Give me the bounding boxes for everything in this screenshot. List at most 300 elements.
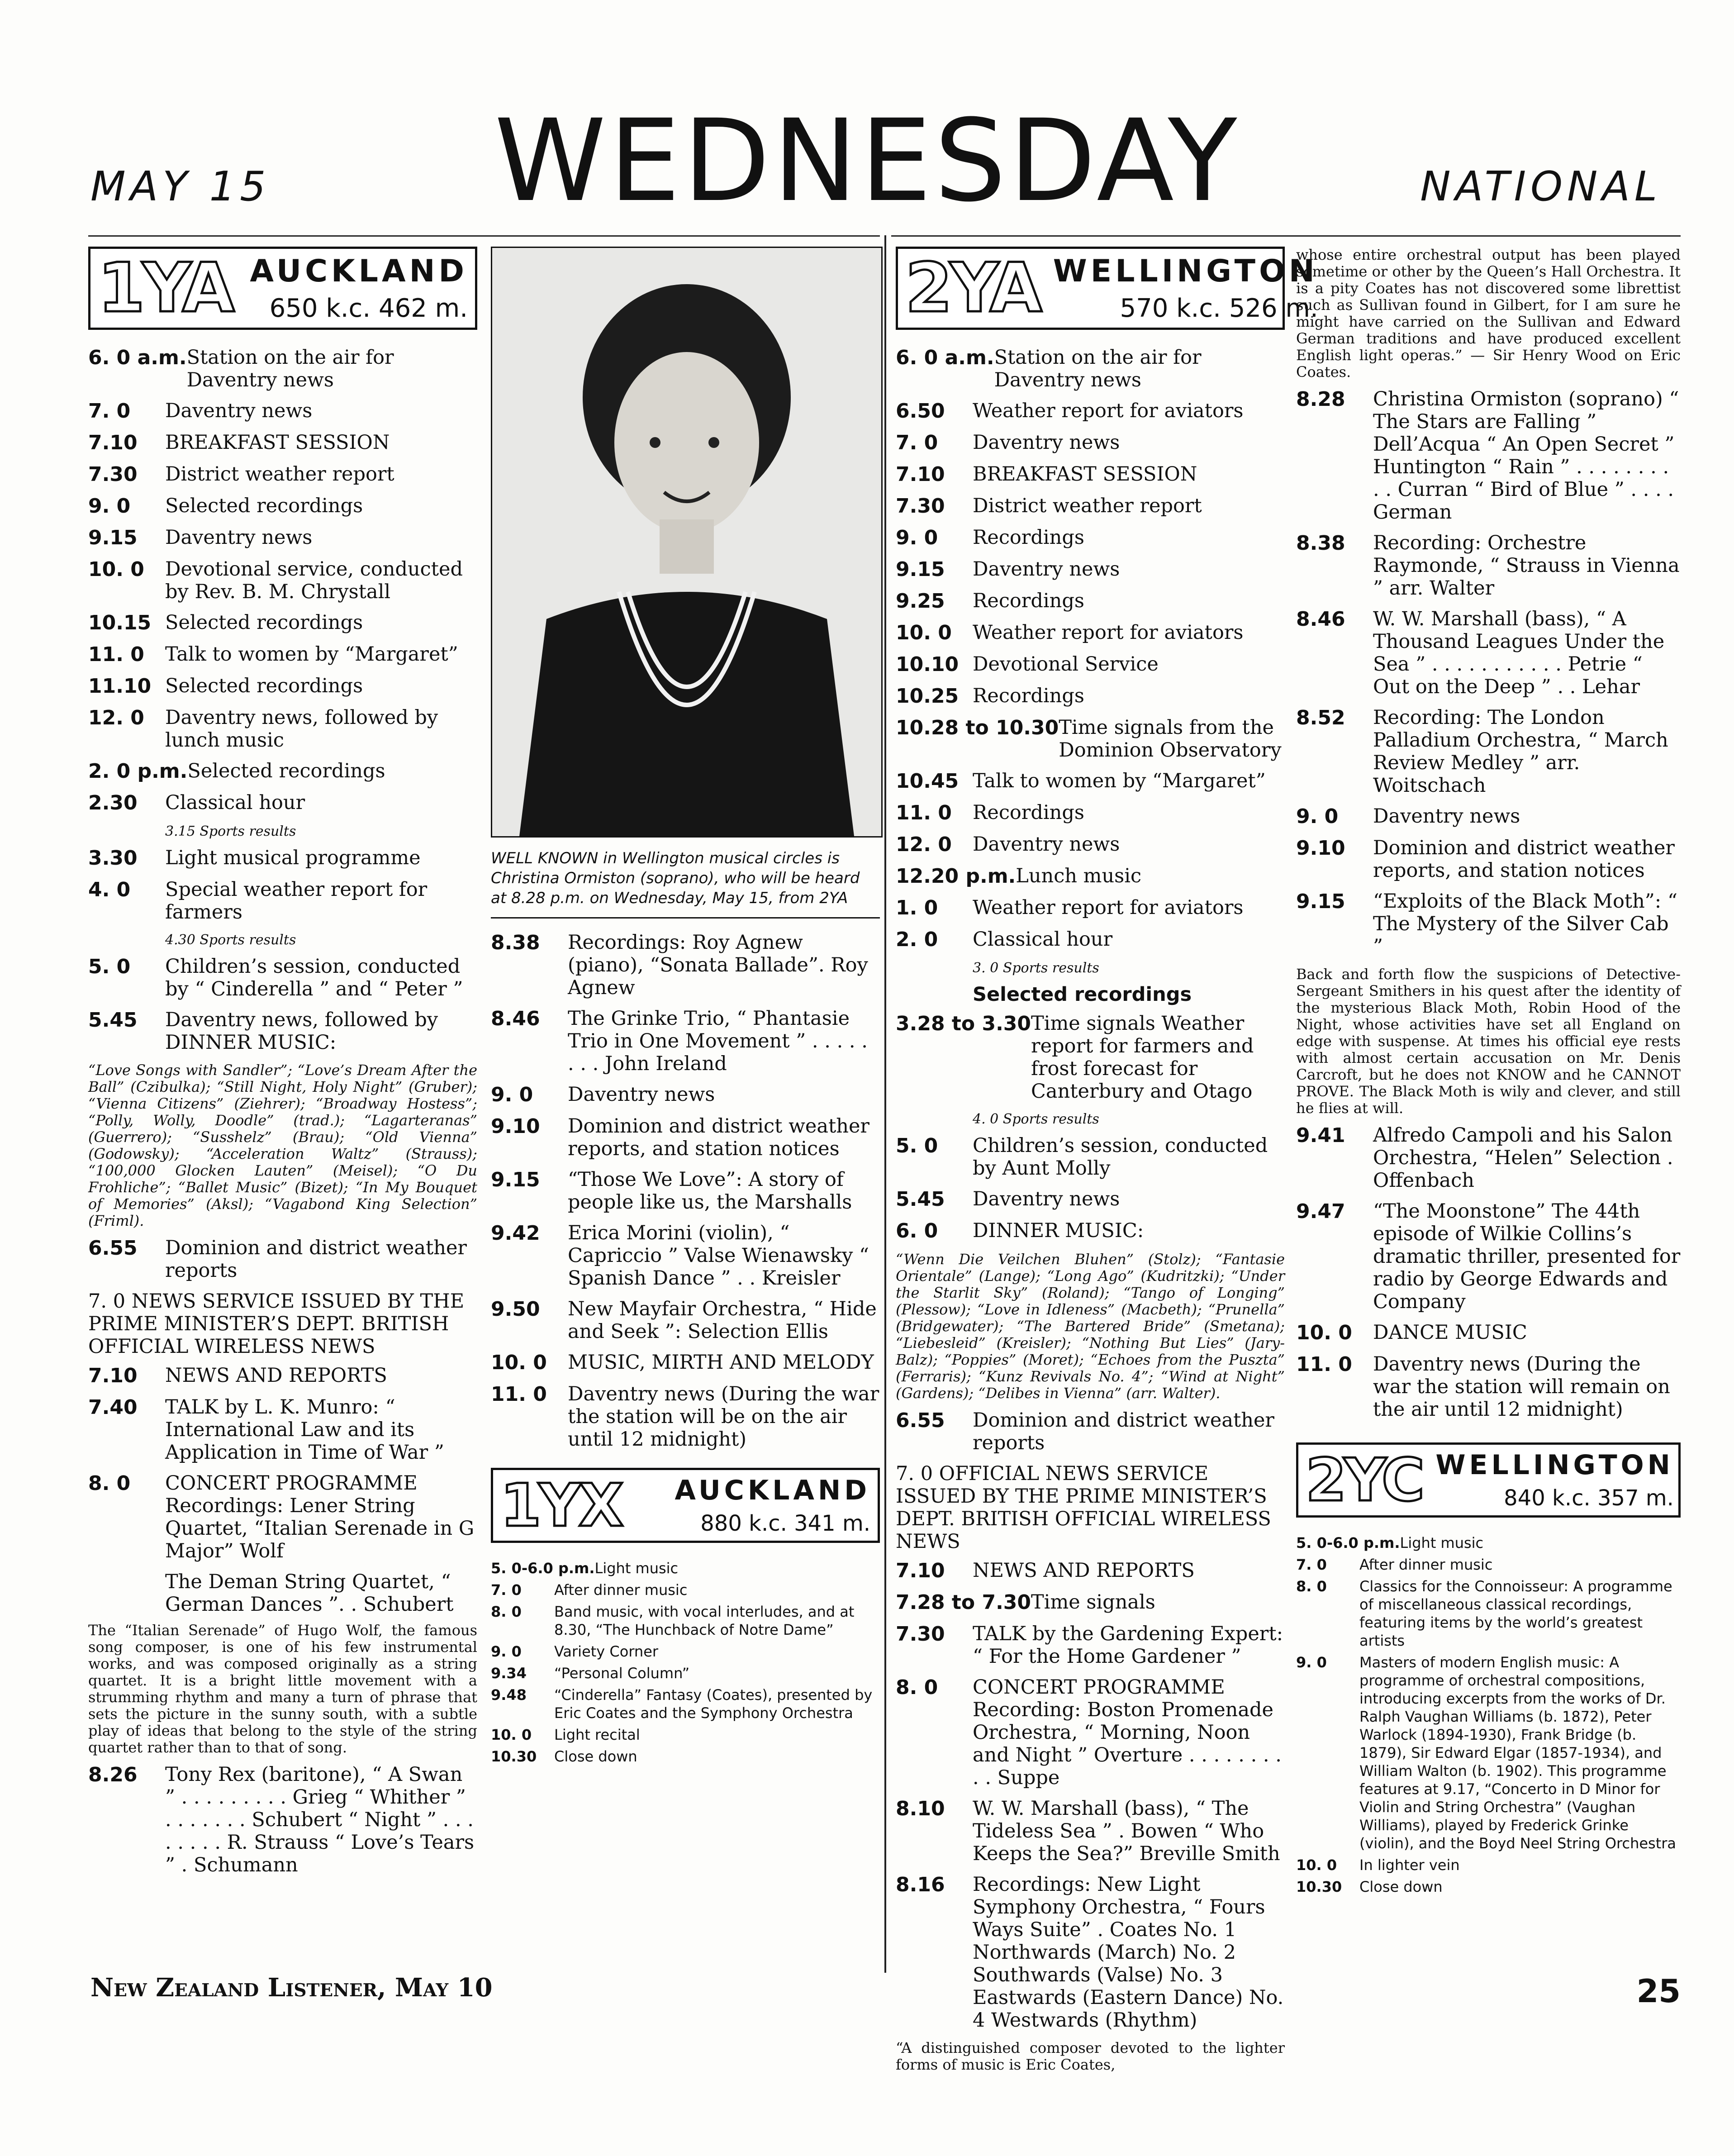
schedule-desc: “Cinderella” Fantasy (Coates), presented by Eric Coates and the Symphony Orchestra xyxy=(554,1686,873,1722)
schedule-item xyxy=(491,1664,880,1682)
schedule-list xyxy=(88,955,477,1054)
schedule-desc: BREAKFAST SESSION xyxy=(165,431,390,454)
schedule-time: 9. 0 xyxy=(896,526,938,549)
sports-results: 3. 0 Sports results xyxy=(973,960,1099,976)
schedule-time: 9.41 xyxy=(1296,1124,1345,1147)
schedule-item xyxy=(896,1797,1285,1865)
schedule-time: 8.52 xyxy=(1296,706,1345,729)
schedule-item xyxy=(1296,388,1681,524)
column-2ya xyxy=(896,247,1318,2073)
schedule-list xyxy=(1296,1124,1681,1421)
schedule-time: 6.55 xyxy=(88,1237,138,1260)
schedule-time: 10. 0 xyxy=(1296,1856,1337,1874)
programme-note: “A distinguished composer devoted to the lighter forms of music is Eric Coates, xyxy=(896,2039,1285,2073)
schedule-item xyxy=(896,1134,1285,1180)
center-divider xyxy=(884,235,886,1973)
schedule-time: 7.40 xyxy=(88,1396,138,1419)
schedule-desc: Selected recordings xyxy=(165,675,363,697)
schedule-desc: Recordings: Roy Agnew (piano), “Sonata Ballade”. Roy Agnew xyxy=(568,931,868,999)
schedule-desc: Selected recordings xyxy=(187,760,385,782)
schedule-time: 10.15 xyxy=(88,611,152,634)
schedule-item xyxy=(88,1364,477,1388)
schedule-desc: Station on the air for Daventry news xyxy=(186,346,394,391)
station-box-2yc xyxy=(1296,1442,1681,1518)
station-box-2ya xyxy=(896,247,1318,330)
schedule-item xyxy=(491,1222,880,1290)
schedule-time: 7.30 xyxy=(896,495,945,518)
dinner-music-list: “Love Songs with Sandler”; “Love’s Dream After the Ball” (Czibulka); “Still Night, Holy Night” (Gruber); “Vienna Citizens” (Ziehrer); “Broadway Hostess”; “Polly, Wolly, Doodle” (trad.); “Lagarteranas” (Guerrero); “Susshelz” (Brau); “Old Vienna” (Godowsky); “Acceleration Waltz” (Strauss); “100,000 Glocken Lauten” (Meisel); “O Du Frohliche”; “Ballet Music” (Bizet); “In My Bouquet of Memories” (Aksl); “Vagabond King Selection” (Friml). xyxy=(88,1061,477,1229)
schedule-desc: Recordings xyxy=(973,685,1084,707)
schedule-time: 6.55 xyxy=(896,1409,945,1432)
schedule-desc: Tony Rex (baritone), “ A Swan ” . . . . . . . . . Grieg “ Whither ” . . . . . . . Schubert “ Night ” . . . . . . . . R. Strauss “ Love’s Tears ” . Schumann xyxy=(165,1763,475,1876)
schedule-item xyxy=(88,495,477,518)
schedule-item xyxy=(896,928,1285,952)
schedule-time: 5. 0-6.0 p.m. xyxy=(491,1560,595,1577)
schedule-item xyxy=(1296,706,1681,797)
schedule-time: 9.10 xyxy=(1296,837,1345,860)
header-date: MAY 15 xyxy=(90,163,271,210)
schedule-item xyxy=(491,1298,880,1343)
schedule-item xyxy=(1296,1653,1681,1852)
schedule-item xyxy=(896,1623,1285,1668)
schedule-desc: “Personal Column” xyxy=(554,1665,690,1682)
schedule-desc: Classical hour xyxy=(973,928,1113,951)
schedule-desc: “Those We Love”: A story of people like us, the Marshalls xyxy=(568,1168,852,1214)
page-number: 25 xyxy=(1636,1973,1681,2010)
schedule-desc: Light musical programme xyxy=(165,847,421,869)
schedule-time: 9.25 xyxy=(896,590,945,613)
schedule-time: 7.28 to 7.30 xyxy=(896,1591,1031,1614)
schedule-time: 10.10 xyxy=(896,653,959,676)
schedule-item xyxy=(896,526,1285,550)
schedule-desc: Daventry news xyxy=(973,558,1120,581)
schedule-desc: Selected recordings xyxy=(165,495,363,517)
schedule-item xyxy=(88,1472,477,1562)
schedule-time: 8. 0 xyxy=(896,1676,938,1699)
schedule-item xyxy=(491,1726,880,1744)
schedule-time: 9.15 xyxy=(491,1168,540,1191)
schedule-desc: Special weather report for farmers xyxy=(165,878,428,923)
schedule-time: 8.38 xyxy=(1296,532,1345,555)
schedule-item xyxy=(491,1083,880,1107)
schedule-item xyxy=(1296,608,1681,698)
schedule-desc: Recordings xyxy=(973,801,1084,824)
schedule-desc: Band music, with vocal interludes, and at 8.30, “The Hunchback of Notre Dame” xyxy=(554,1603,855,1638)
schedule-time: 10.30 xyxy=(491,1748,537,1765)
schedule-item xyxy=(491,1581,880,1599)
schedule-desc: Daventry news xyxy=(165,400,313,422)
schedule-time: 8.10 xyxy=(896,1797,945,1820)
deman-quartet: The Deman String Quartet, “ German Dances ”. . Schubert xyxy=(165,1571,454,1616)
schedule-desc: Time signals Weather report for farmers and frost forecast for Canterbury and Otago xyxy=(1031,1012,1254,1103)
schedule-time: 10.25 xyxy=(896,685,959,708)
schedule-list xyxy=(1296,388,1681,958)
schedule-item xyxy=(896,653,1285,676)
portrait-image xyxy=(492,248,881,836)
schedule-desc: Recording: The London Palladium Orchestra, “ March Review Medley ” arr. Woitschach xyxy=(1373,706,1668,797)
schedule-time: 4. 0 xyxy=(88,878,131,901)
schedule-desc: Daventry news xyxy=(973,431,1120,454)
schedule-item xyxy=(896,1591,1285,1614)
schedule-desc: Selected recordings xyxy=(165,611,363,634)
schedule-time: 7. 0 xyxy=(88,400,131,423)
header-network: NATIONAL xyxy=(1420,163,1662,210)
station-name: AUCKLAND xyxy=(250,253,468,289)
schedule-desc: Recordings: New Light Symphony Orchestra, “ Fours Ways Suite” . Coates No. 1 Northwards (March) No. 2 Southwards (Valse) No. 3 Eastwards (Eastern Dance) No. 4 Westwards (Rhythm) xyxy=(973,1873,1284,2032)
schedule-time: 11. 0 xyxy=(896,801,952,824)
station-name: WELLINGTON xyxy=(1053,253,1318,289)
schedule-desc: Dominion and district weather reports, and station notices xyxy=(1373,837,1675,882)
schedule-time: 9.34 xyxy=(491,1665,527,1682)
schedule-list xyxy=(88,1237,477,1282)
schedule-time: 10.28 to 10.30 xyxy=(896,716,1059,739)
schedule-item xyxy=(896,1409,1285,1454)
schedule-desc: Station on the air for Daventry news xyxy=(994,346,1202,391)
schedule-desc: TALK by the Gardening Expert: “ For the Home Gardener ” xyxy=(973,1623,1283,1668)
schedule-time: 7.10 xyxy=(88,431,138,454)
schedule-time: 3.28 to 3.30 xyxy=(896,1012,1031,1035)
schedule-time: 9.15 xyxy=(88,526,138,549)
schedule-time: 8.26 xyxy=(88,1763,138,1786)
schedule-item xyxy=(896,1559,1285,1583)
schedule-item xyxy=(896,400,1285,423)
schedule-item xyxy=(1296,805,1681,828)
schedule-desc: Weather report for aviators xyxy=(973,400,1244,422)
schedule-time: 8.16 xyxy=(896,1873,945,1896)
schedule-list xyxy=(896,1134,1285,1243)
schedule-desc: MUSIC, MIRTH AND MELODY xyxy=(568,1351,874,1374)
schedule-desc: NEWS AND REPORTS xyxy=(973,1559,1195,1582)
schedule-time: 10. 0 xyxy=(896,621,952,644)
schedule-desc: “The Moonstone” The 44th episode of Wilkie Collins’s dramatic thriller, presented for radio by George Edwards and Company xyxy=(1373,1200,1681,1313)
schedule-time: 6. 0 a.m. xyxy=(88,346,187,369)
schedule-item xyxy=(88,791,477,815)
schedule-time: 7.30 xyxy=(88,463,138,486)
schedule-item xyxy=(1296,1556,1681,1574)
column-1ya xyxy=(88,247,477,2007)
schedule-time: 9.10 xyxy=(491,1115,540,1138)
schedule-item xyxy=(491,1383,880,1451)
column-2ya-cont xyxy=(1296,247,1681,2007)
station-freq: 570 k.c. 526 m. xyxy=(1120,294,1318,323)
schedule-item xyxy=(88,1396,477,1464)
station-freq: 840 k.c. 357 m. xyxy=(1504,1485,1674,1511)
schedule-desc: Daventry news (During the war the station will remain on the air until 12 midnight) xyxy=(1373,1353,1670,1421)
schedule-list xyxy=(896,1559,1285,2032)
schedule-desc: Light music xyxy=(1400,1534,1484,1552)
schedule-desc: W. W. Marshall (bass), “ A Thousand Leagues Under the Sea ” . . . . . . . . . . . Petrie “ Out on the Deep ” . . Lehar xyxy=(1373,608,1665,698)
programme-note: The “Italian Serenade” of Hugo Wolf, the famous song composer, is one of his few instrumental works, and was composed originally as a string quartet. It is a bright little movement with a strumming rhythm and many a turn of phrase that sets the picture in the sunny south, with a subtle play of ideas that belong to the style of the string quartet rather than to that of song. xyxy=(88,1622,477,1756)
schedule-time: 7. 0 xyxy=(491,1581,522,1599)
photo-caption: WELL KNOWN in Wellington musical circles is Christina Ormiston (soprano), who will be heard at 8.28 p.m. on Wednesday, May 15, from 2YA xyxy=(491,848,880,919)
schedule-item xyxy=(491,1686,880,1722)
programme-note: Back and forth flow the suspicions of Detective-Sergeant Smithers in his quest after the identity of the mysterious Black Moth, Robin Hood of the Night, whose activities have set all England on edge with suspense. At times his official eye rests with almost certain accusation on Mr. Denis Carcroft, but he does not KNOW and he CANNOT PROVE. The Black Moth is wily and clever, and still he flies at will. xyxy=(1296,966,1681,1117)
schedule-time: 6. 0 a.m. xyxy=(896,346,994,369)
schedule-desc: Classics for the Connoisseur: A programme of miscellaneous classical recordings, featuring items by the world’s greatest artists xyxy=(1359,1578,1672,1649)
schedule-time: 9. 0 xyxy=(491,1643,522,1660)
schedule-time: 9. 0 xyxy=(491,1083,533,1106)
station-box-1ya xyxy=(88,247,477,330)
schedule-desc: Time signals from the Dominion Observatory xyxy=(1059,716,1282,762)
schedule-item xyxy=(1296,1856,1681,1874)
schedule-item xyxy=(88,400,477,423)
schedule-time: 5. 0 xyxy=(88,955,131,978)
schedule-desc: Time signals xyxy=(1031,1591,1155,1613)
schedule-desc: District weather report xyxy=(973,495,1202,517)
schedule-desc: Weather report for aviators xyxy=(973,621,1244,644)
schedule-desc: Devotional service, conducted by Rev. B. M. Chrystall xyxy=(165,558,463,603)
schedule-item xyxy=(1296,1577,1681,1650)
schedule-time: 11. 0 xyxy=(88,643,144,666)
schedule-time: 11.10 xyxy=(88,675,152,698)
portrait-photo xyxy=(491,247,883,838)
schedule-desc: Close down xyxy=(1359,1878,1443,1895)
schedule-time: 5.45 xyxy=(88,1009,138,1032)
schedule-time: 8. 0 xyxy=(88,1472,131,1495)
schedule-desc: Daventry news xyxy=(568,1083,715,1106)
schedule-desc: CONCERT PROGRAMME Recordings: Lener String Quartet, “Italian Serenade in G Major” Wolf xyxy=(165,1472,475,1562)
schedule-time: 5. 0 xyxy=(896,1134,938,1157)
station-logo: 2YC xyxy=(1306,1446,1422,1514)
schedule-item xyxy=(1296,1534,1681,1552)
schedule-desc: Daventry news xyxy=(1373,805,1520,828)
schedule-desc: After dinner music xyxy=(554,1581,688,1599)
schedule-time: 11. 0 xyxy=(1296,1353,1352,1376)
schedule-time: 9. 0 xyxy=(1296,805,1339,828)
schedule-desc: Light music xyxy=(594,1560,679,1577)
programme-note: whose entire orchestral output has been played sometime or other by the Queen’s Hall Orchestra. It is a pity Coates has not discovered some librettist such as Sullivan found in Gilbert, for I am sure he might have carried on the Sullivan and Edward German traditions and have produced excellent English light operas.” — Sir Henry Wood on Eric Coates. xyxy=(1296,246,1681,381)
sports-results: 4.30 Sports results xyxy=(165,932,296,948)
schedule-item xyxy=(896,1676,1285,1789)
schedule-item xyxy=(491,1642,880,1661)
schedule-item xyxy=(896,621,1285,645)
schedule-item xyxy=(88,955,477,1000)
schedule-item xyxy=(896,833,1285,857)
schedule-time: 8.38 xyxy=(491,931,540,954)
schedule-time: 5.45 xyxy=(896,1188,945,1211)
schedule-item xyxy=(1296,1124,1681,1192)
schedule-time: 3.30 xyxy=(88,847,138,870)
schedule-item xyxy=(896,1012,1285,1103)
schedule-list xyxy=(88,1364,477,1562)
schedule-desc: Children’s session, conducted by Aunt Molly xyxy=(973,1134,1268,1180)
column-photo xyxy=(491,247,880,2007)
schedule-item xyxy=(88,1763,477,1876)
schedule-desc: New Mayfair Orchestra, “ Hide and Seek ”: Selection Ellis xyxy=(568,1298,877,1343)
station-logo: 1YX xyxy=(500,1471,621,1540)
schedule-item xyxy=(1296,532,1681,600)
schedule-desc: Close down xyxy=(554,1748,637,1765)
schedule-time: 10.30 xyxy=(1296,1878,1342,1895)
schedule-time: 12. 0 xyxy=(88,706,144,729)
schedule-desc: Daventry news xyxy=(973,1188,1120,1210)
schedule-desc: Dominion and district weather reports xyxy=(165,1237,467,1282)
schedule-item xyxy=(1296,1200,1681,1313)
schedule-list xyxy=(896,1012,1285,1103)
schedule-time: 2. 0 p.m. xyxy=(88,760,188,783)
schedule-item xyxy=(896,770,1285,793)
sports-results: 3.15 Sports results xyxy=(165,823,296,839)
schedule-list xyxy=(491,931,880,1451)
schedule-time: 2. 0 xyxy=(896,928,938,951)
rule-left xyxy=(88,235,880,237)
schedule-item xyxy=(88,1009,477,1054)
schedule-desc: Daventry news, followed by lunch music xyxy=(165,706,438,752)
schedule-desc: Dominion and district weather reports, and station notices xyxy=(568,1115,869,1160)
schedule-item xyxy=(896,431,1285,455)
selected-recordings: Selected recordings xyxy=(973,983,1192,1006)
schedule-desc: W. W. Marshall (bass), “ The Tideless Sea ” . Bowen “ Who Keeps the Sea?” Breville Smith xyxy=(973,1797,1280,1865)
schedule-desc: Children’s session, conducted by “ Cinderella ” and “ Peter ” xyxy=(165,955,463,1000)
schedule-list xyxy=(88,346,477,815)
station-freq: 650 k.c. 462 m. xyxy=(269,294,468,323)
schedule-list xyxy=(491,1559,880,1766)
schedule-time: 10. 0 xyxy=(88,558,144,581)
station-freq: 880 k.c. 341 m. xyxy=(700,1511,870,1536)
schedule-desc: Weather report for aviators xyxy=(973,896,1244,919)
schedule-time: 9.42 xyxy=(491,1222,540,1245)
schedule-item xyxy=(896,590,1285,613)
schedule-desc: Recordings xyxy=(973,590,1084,612)
page-footer xyxy=(90,1973,1681,2009)
schedule-desc: District weather report xyxy=(165,463,394,485)
schedule-desc: The Grinke Trio, “ Phantasie Trio in One Movement ” . . . . . . . . John Ireland xyxy=(568,1007,868,1075)
schedule-time: 7.10 xyxy=(896,463,945,486)
schedule-time: 10.45 xyxy=(896,770,959,793)
schedule-desc: “Exploits of the Black Moth”: “ The Mystery of the Silver Cab ” xyxy=(1373,890,1677,958)
schedule-item xyxy=(896,685,1285,708)
schedule-item xyxy=(491,1559,880,1577)
schedule-list xyxy=(896,1409,1285,1454)
schedule-desc: Alfredo Campoli and his Salon Orchestra, “Helen” Selection . Offenbach xyxy=(1373,1124,1673,1192)
schedule-desc: Daventry news xyxy=(165,526,313,549)
schedule-item xyxy=(896,1188,1285,1211)
schedule-desc: Daventry news, followed by DINNER MUSIC: xyxy=(165,1009,438,1054)
schedule-desc: After dinner music xyxy=(1359,1556,1493,1573)
page-header xyxy=(0,0,1734,244)
schedule-item xyxy=(896,1219,1285,1243)
schedule-item xyxy=(88,346,477,391)
schedule-item xyxy=(896,865,1285,888)
schedule-time: 6.50 xyxy=(896,400,945,423)
schedule-time: 8. 0 xyxy=(491,1603,522,1620)
schedule-item xyxy=(491,1115,880,1160)
schedule-time: 10. 0 xyxy=(491,1351,547,1374)
schedule-time: 12.20 p.m. xyxy=(896,865,1016,888)
schedule-item xyxy=(88,1237,477,1282)
schedule-item xyxy=(896,346,1285,391)
schedule-item xyxy=(88,675,477,698)
schedule-desc: Recordings xyxy=(973,526,1084,549)
header-day: WEDNESDAY xyxy=(494,95,1240,227)
schedule-time: 9.50 xyxy=(491,1298,540,1321)
schedule-list xyxy=(1296,1534,1681,1896)
schedule-item xyxy=(88,847,477,870)
sports-results: 4. 0 Sports results xyxy=(973,1111,1099,1127)
schedule-item xyxy=(896,558,1285,581)
schedule-item xyxy=(1296,1353,1681,1421)
news-service: 7. 0 OFFICIAL NEWS SERVICE ISSUED BY THE PRIME MINISTER’S DEPT. BRITISH OFFICIAL WIRELESS NEWS xyxy=(896,1462,1271,1553)
schedule-desc: Talk to women by “Margaret” xyxy=(973,770,1266,792)
schedule-item xyxy=(88,611,477,635)
schedule-time: 5. 0-6.0 p.m. xyxy=(1296,1534,1400,1552)
schedule-time: 12. 0 xyxy=(896,833,952,856)
schedule-desc: Daventry news (During the war the station will be on the air until 12 midnight) xyxy=(568,1383,879,1451)
schedule-time: 10. 0 xyxy=(491,1726,532,1743)
schedule-item xyxy=(88,643,477,666)
schedule-desc: Recording: Orchestre Raymonde, “ Strauss in Vienna ” arr. Walter xyxy=(1373,532,1680,600)
schedule-item xyxy=(1296,837,1681,882)
schedule-time: 9. 0 xyxy=(88,495,131,518)
station-logo: 2YA xyxy=(905,249,1040,328)
schedule-desc: NEWS AND REPORTS xyxy=(165,1364,387,1387)
schedule-time: 6. 0 xyxy=(896,1219,938,1242)
schedule-desc: DINNER MUSIC: xyxy=(973,1219,1144,1242)
schedule-time: 7.10 xyxy=(896,1559,945,1582)
schedule-time: 9.15 xyxy=(1296,890,1345,913)
news-service: 7. 0 NEWS SERVICE ISSUED BY THE PRIME MINISTER’S DEPT. BRITISH OFFICIAL WIRELESS NEWS xyxy=(88,1290,465,1358)
publication-name: New Zealand Listener, May 10 xyxy=(90,1973,493,2003)
schedule-time: 7. 0 xyxy=(1296,1556,1327,1573)
schedule-item xyxy=(491,1351,880,1375)
schedule-item xyxy=(88,558,477,603)
station-name: WELLINGTON xyxy=(1435,1449,1674,1481)
schedule-desc: Light recital xyxy=(554,1726,640,1743)
schedule-desc: Lunch music xyxy=(1016,865,1142,887)
schedule-desc: Dominion and district weather reports xyxy=(973,1409,1274,1454)
schedule-item xyxy=(491,1603,880,1639)
schedule-time: 9.47 xyxy=(1296,1200,1345,1223)
schedule-desc: Classical hour xyxy=(165,791,305,814)
schedule-item xyxy=(896,896,1285,920)
schedule-time: 7. 0 xyxy=(896,431,938,454)
schedule-desc: In lighter vein xyxy=(1359,1856,1460,1874)
schedule-time: 2.30 xyxy=(88,791,138,814)
schedule-item xyxy=(88,878,477,923)
schedule-desc: Talk to women by “Margaret” xyxy=(165,643,458,666)
schedule-desc: Daventry news xyxy=(973,833,1120,856)
rule-right xyxy=(891,235,1681,237)
schedule-desc: Christina Ormiston (soprano) “ The Stars are Falling ” Dell’Acqua “ An Open Secret ” Huntington “ Rain ” . . . . . . . . . . Curran “ Bird of Blue ” . . . . German xyxy=(1373,388,1679,524)
station-logo: 1YA xyxy=(98,249,232,328)
schedule-time: 7.30 xyxy=(896,1623,945,1646)
schedule-time: 7.10 xyxy=(88,1364,138,1387)
schedule-item xyxy=(1296,890,1681,958)
schedule-desc: CONCERT PROGRAMME Recording: Boston Promenade Orchestra, “ Morning, Noon and Night ” Overture . . . . . . . . . . Suppe xyxy=(973,1676,1282,1789)
schedule-time: 9. 0 xyxy=(1296,1654,1327,1671)
schedule-item xyxy=(88,431,477,455)
schedule-item xyxy=(491,1168,880,1214)
schedule-item xyxy=(896,801,1285,825)
schedule-time: 9.15 xyxy=(896,558,945,581)
schedule-desc: Erica Morini (violin), “ Capriccio ” Valse Wienawsky “ Spanish Dance ” . . Kreisler xyxy=(568,1222,869,1290)
schedule-item xyxy=(88,706,477,752)
schedule-desc: Variety Corner xyxy=(554,1643,659,1660)
schedule-desc: DANCE MUSIC xyxy=(1373,1321,1527,1344)
station-name: AUCKLAND xyxy=(675,1475,870,1506)
schedule-item xyxy=(88,463,477,486)
schedule-time: 8. 0 xyxy=(1296,1578,1327,1595)
schedule-item xyxy=(88,526,477,550)
schedule-desc: BREAKFAST SESSION xyxy=(973,463,1197,485)
schedule-time: 8.46 xyxy=(1296,608,1345,631)
schedule-item xyxy=(88,760,477,783)
schedule-item xyxy=(1296,1878,1681,1896)
schedule-time: 8.46 xyxy=(491,1007,540,1030)
schedule-item xyxy=(491,1007,880,1075)
schedule-item xyxy=(491,931,880,999)
schedule-time: 8.28 xyxy=(1296,388,1345,411)
